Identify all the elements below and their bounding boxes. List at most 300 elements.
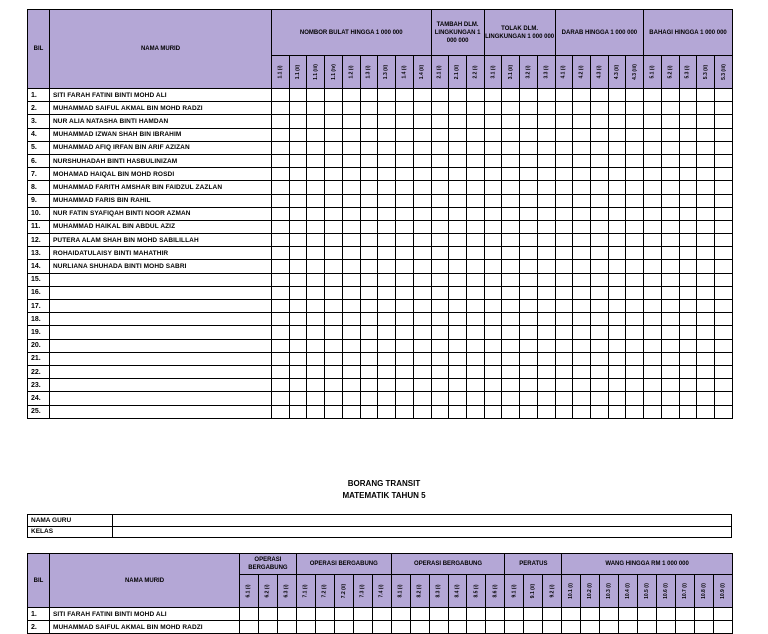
mastery-cell[interactable] <box>573 260 591 273</box>
mastery-cell[interactable] <box>360 154 378 167</box>
mastery-cell[interactable] <box>325 352 343 365</box>
mastery-cell[interactable] <box>396 286 414 299</box>
mastery-cell[interactable] <box>694 621 713 634</box>
mastery-cell[interactable] <box>573 141 591 154</box>
mastery-cell[interactable] <box>307 326 325 339</box>
mastery-cell[interactable] <box>396 194 414 207</box>
mastery-cell[interactable] <box>502 234 520 247</box>
mastery-cell[interactable] <box>431 141 449 154</box>
mastery-cell[interactable] <box>555 194 573 207</box>
mastery-cell[interactable] <box>325 141 343 154</box>
mastery-cell[interactable] <box>272 89 290 102</box>
mastery-cell[interactable] <box>520 379 538 392</box>
mastery-cell[interactable] <box>520 89 538 102</box>
mastery-cell[interactable] <box>715 89 733 102</box>
mastery-cell[interactable] <box>608 141 626 154</box>
mastery-cell[interactable] <box>413 207 431 220</box>
mastery-cell[interactable] <box>697 260 715 273</box>
mastery-cell[interactable] <box>449 300 467 313</box>
mastery-cell[interactable] <box>289 168 307 181</box>
mastery-cell[interactable] <box>520 154 538 167</box>
mastery-cell[interactable] <box>591 102 609 115</box>
mastery-cell[interactable] <box>396 379 414 392</box>
mastery-cell[interactable] <box>537 102 555 115</box>
mastery-cell[interactable] <box>520 260 538 273</box>
mastery-cell[interactable] <box>661 286 679 299</box>
mastery-cell[interactable] <box>342 128 360 141</box>
mastery-cell[interactable] <box>258 608 277 621</box>
student-name[interactable] <box>50 326 272 339</box>
mastery-cell[interactable] <box>342 379 360 392</box>
mastery-cell[interactable] <box>449 339 467 352</box>
mastery-cell[interactable] <box>484 273 502 286</box>
mastery-cell[interactable] <box>608 260 626 273</box>
mastery-cell[interactable] <box>431 154 449 167</box>
mastery-cell[interactable] <box>644 181 662 194</box>
mastery-cell[interactable] <box>431 313 449 326</box>
mastery-cell[interactable] <box>396 365 414 378</box>
mastery-cell[interactable] <box>342 154 360 167</box>
mastery-cell[interactable] <box>484 339 502 352</box>
mastery-cell[interactable] <box>325 234 343 247</box>
mastery-cell[interactable] <box>307 234 325 247</box>
mastery-cell[interactable] <box>591 247 609 260</box>
mastery-cell[interactable] <box>537 115 555 128</box>
mastery-cell[interactable] <box>697 154 715 167</box>
mastery-cell[interactable] <box>591 260 609 273</box>
mastery-cell[interactable] <box>537 326 555 339</box>
mastery-cell[interactable] <box>396 313 414 326</box>
mastery-cell[interactable] <box>378 286 396 299</box>
mastery-cell[interactable] <box>360 220 378 233</box>
mastery-cell[interactable] <box>679 379 697 392</box>
mastery-cell[interactable] <box>325 207 343 220</box>
mastery-cell[interactable] <box>502 168 520 181</box>
mastery-cell[interactable] <box>378 379 396 392</box>
mastery-cell[interactable] <box>325 313 343 326</box>
mastery-cell[interactable] <box>555 365 573 378</box>
mastery-cell[interactable] <box>679 286 697 299</box>
mastery-cell[interactable] <box>449 365 467 378</box>
mastery-cell[interactable] <box>697 365 715 378</box>
mastery-cell[interactable] <box>573 365 591 378</box>
mastery-cell[interactable] <box>396 234 414 247</box>
mastery-cell[interactable] <box>360 273 378 286</box>
mastery-cell[interactable] <box>626 89 644 102</box>
mastery-cell[interactable] <box>679 194 697 207</box>
mastery-cell[interactable] <box>466 168 484 181</box>
mastery-cell[interactable] <box>342 392 360 405</box>
mastery-cell[interactable] <box>661 352 679 365</box>
mastery-cell[interactable] <box>342 352 360 365</box>
mastery-cell[interactable] <box>537 392 555 405</box>
mastery-cell[interactable] <box>289 260 307 273</box>
mastery-cell[interactable] <box>644 392 662 405</box>
mastery-cell[interactable] <box>608 405 626 418</box>
mastery-cell[interactable] <box>413 194 431 207</box>
mastery-cell[interactable] <box>486 608 505 621</box>
mastery-cell[interactable] <box>715 352 733 365</box>
mastery-cell[interactable] <box>608 300 626 313</box>
mastery-cell[interactable] <box>307 102 325 115</box>
mastery-cell[interactable] <box>396 207 414 220</box>
mastery-cell[interactable] <box>679 405 697 418</box>
mastery-cell[interactable] <box>360 181 378 194</box>
mastery-cell[interactable] <box>360 89 378 102</box>
mastery-cell[interactable] <box>466 181 484 194</box>
mastery-cell[interactable] <box>272 392 290 405</box>
mastery-cell[interactable] <box>272 141 290 154</box>
mastery-cell[interactable] <box>360 168 378 181</box>
mastery-cell[interactable] <box>378 392 396 405</box>
mastery-cell[interactable] <box>502 115 520 128</box>
mastery-cell[interactable] <box>272 379 290 392</box>
mastery-cell[interactable] <box>573 234 591 247</box>
mastery-cell[interactable] <box>661 181 679 194</box>
mastery-cell[interactable] <box>555 379 573 392</box>
mastery-cell[interactable] <box>679 168 697 181</box>
mastery-cell[interactable] <box>591 89 609 102</box>
mastery-cell[interactable] <box>502 405 520 418</box>
student-name[interactable]: MOHAMAD HAIQAL BIN MOHD ROSDI <box>50 168 272 181</box>
mastery-cell[interactable] <box>413 234 431 247</box>
mastery-cell[interactable] <box>608 365 626 378</box>
mastery-cell[interactable] <box>360 207 378 220</box>
mastery-cell[interactable] <box>600 621 619 634</box>
mastery-cell[interactable] <box>431 273 449 286</box>
mastery-cell[interactable] <box>555 128 573 141</box>
mastery-cell[interactable] <box>484 352 502 365</box>
mastery-cell[interactable] <box>342 234 360 247</box>
mastery-cell[interactable] <box>608 247 626 260</box>
mastery-cell[interactable] <box>679 392 697 405</box>
mastery-cell[interactable] <box>520 115 538 128</box>
mastery-cell[interactable] <box>520 392 538 405</box>
mastery-cell[interactable] <box>644 207 662 220</box>
mastery-cell[interactable] <box>325 365 343 378</box>
mastery-cell[interactable] <box>644 313 662 326</box>
mastery-cell[interactable] <box>697 286 715 299</box>
mastery-cell[interactable] <box>289 326 307 339</box>
mastery-cell[interactable] <box>591 273 609 286</box>
mastery-cell[interactable] <box>661 220 679 233</box>
mastery-cell[interactable] <box>396 392 414 405</box>
mastery-cell[interactable] <box>484 141 502 154</box>
mastery-cell[interactable] <box>679 339 697 352</box>
mastery-cell[interactable] <box>296 608 315 621</box>
mastery-cell[interactable] <box>449 392 467 405</box>
mastery-cell[interactable] <box>679 207 697 220</box>
mastery-cell[interactable] <box>431 260 449 273</box>
mastery-cell[interactable] <box>484 247 502 260</box>
mastery-cell[interactable] <box>449 168 467 181</box>
mastery-cell[interactable] <box>342 286 360 299</box>
mastery-cell[interactable] <box>378 207 396 220</box>
mastery-cell[interactable] <box>524 608 543 621</box>
mastery-cell[interactable] <box>520 339 538 352</box>
mastery-cell[interactable] <box>537 260 555 273</box>
mastery-cell[interactable] <box>697 181 715 194</box>
mastery-cell[interactable] <box>697 115 715 128</box>
mastery-cell[interactable] <box>410 621 429 634</box>
mastery-cell[interactable] <box>608 273 626 286</box>
mastery-cell[interactable] <box>272 128 290 141</box>
mastery-cell[interactable] <box>307 89 325 102</box>
mastery-cell[interactable] <box>342 181 360 194</box>
mastery-cell[interactable] <box>449 154 467 167</box>
mastery-cell[interactable] <box>484 168 502 181</box>
mastery-cell[interactable] <box>396 128 414 141</box>
mastery-cell[interactable] <box>378 181 396 194</box>
mastery-cell[interactable] <box>661 300 679 313</box>
mastery-cell[interactable] <box>591 207 609 220</box>
mastery-cell[interactable] <box>573 168 591 181</box>
mastery-cell[interactable] <box>325 102 343 115</box>
mastery-cell[interactable] <box>413 273 431 286</box>
mastery-cell[interactable] <box>573 379 591 392</box>
mastery-cell[interactable] <box>484 379 502 392</box>
mastery-cell[interactable] <box>342 300 360 313</box>
mastery-cell[interactable] <box>342 207 360 220</box>
mastery-cell[interactable] <box>644 365 662 378</box>
mastery-cell[interactable] <box>272 260 290 273</box>
mastery-cell[interactable] <box>353 621 372 634</box>
mastery-cell[interactable] <box>378 326 396 339</box>
mastery-cell[interactable] <box>353 608 372 621</box>
mastery-cell[interactable] <box>378 247 396 260</box>
mastery-cell[interactable] <box>591 379 609 392</box>
mastery-cell[interactable] <box>661 207 679 220</box>
mastery-cell[interactable] <box>502 207 520 220</box>
mastery-cell[interactable] <box>591 128 609 141</box>
mastery-cell[interactable] <box>413 181 431 194</box>
mastery-cell[interactable] <box>360 128 378 141</box>
mastery-cell[interactable] <box>413 128 431 141</box>
student-name[interactable]: MUHAMMAD IZWAN SHAH BIN IBRAHIM <box>50 128 272 141</box>
mastery-cell[interactable] <box>626 115 644 128</box>
mastery-cell[interactable] <box>537 339 555 352</box>
mastery-cell[interactable] <box>360 286 378 299</box>
mastery-cell[interactable] <box>555 168 573 181</box>
mastery-cell[interactable] <box>449 286 467 299</box>
mastery-cell[interactable] <box>431 102 449 115</box>
mastery-cell[interactable] <box>272 207 290 220</box>
mastery-cell[interactable] <box>325 273 343 286</box>
mastery-cell[interactable] <box>715 300 733 313</box>
mastery-cell[interactable] <box>413 115 431 128</box>
mastery-cell[interactable] <box>272 115 290 128</box>
mastery-cell[interactable] <box>573 392 591 405</box>
mastery-cell[interactable] <box>537 154 555 167</box>
mastery-cell[interactable] <box>591 286 609 299</box>
mastery-cell[interactable] <box>626 207 644 220</box>
mastery-cell[interactable] <box>449 313 467 326</box>
mastery-cell[interactable] <box>307 194 325 207</box>
mastery-cell[interactable] <box>325 339 343 352</box>
mastery-cell[interactable] <box>307 154 325 167</box>
mastery-cell[interactable] <box>307 379 325 392</box>
mastery-cell[interactable] <box>608 352 626 365</box>
mastery-cell[interactable] <box>591 405 609 418</box>
mastery-cell[interactable] <box>360 352 378 365</box>
mastery-cell[interactable] <box>537 365 555 378</box>
mastery-cell[interactable] <box>342 141 360 154</box>
mastery-cell[interactable] <box>626 234 644 247</box>
mastery-cell[interactable] <box>289 273 307 286</box>
mastery-cell[interactable] <box>697 300 715 313</box>
mastery-cell[interactable] <box>619 621 638 634</box>
mastery-cell[interactable] <box>467 621 486 634</box>
mastery-cell[interactable] <box>573 220 591 233</box>
mastery-cell[interactable] <box>396 300 414 313</box>
mastery-cell[interactable] <box>679 128 697 141</box>
mastery-cell[interactable] <box>360 300 378 313</box>
mastery-cell[interactable] <box>715 181 733 194</box>
mastery-cell[interactable] <box>697 168 715 181</box>
mastery-cell[interactable] <box>537 352 555 365</box>
mastery-cell[interactable] <box>466 128 484 141</box>
mastery-cell[interactable] <box>644 128 662 141</box>
mastery-cell[interactable] <box>449 379 467 392</box>
mastery-cell[interactable] <box>608 168 626 181</box>
mastery-cell[interactable] <box>657 621 676 634</box>
mastery-cell[interactable] <box>396 247 414 260</box>
mastery-cell[interactable] <box>715 102 733 115</box>
mastery-cell[interactable] <box>413 247 431 260</box>
mastery-cell[interactable] <box>715 128 733 141</box>
mastery-cell[interactable] <box>591 365 609 378</box>
mastery-cell[interactable] <box>378 102 396 115</box>
mastery-cell[interactable] <box>272 194 290 207</box>
mastery-cell[interactable] <box>378 168 396 181</box>
mastery-cell[interactable] <box>272 181 290 194</box>
mastery-cell[interactable] <box>325 247 343 260</box>
mastery-cell[interactable] <box>307 286 325 299</box>
mastery-cell[interactable] <box>289 352 307 365</box>
mastery-cell[interactable] <box>466 89 484 102</box>
mastery-cell[interactable] <box>277 608 296 621</box>
mastery-cell[interactable] <box>431 379 449 392</box>
mastery-cell[interactable] <box>484 234 502 247</box>
mastery-cell[interactable] <box>555 181 573 194</box>
mastery-cell[interactable] <box>431 168 449 181</box>
mastery-cell[interactable] <box>360 260 378 273</box>
mastery-cell[interactable] <box>484 392 502 405</box>
mastery-cell[interactable] <box>396 181 414 194</box>
mastery-cell[interactable] <box>307 260 325 273</box>
mastery-cell[interactable] <box>431 405 449 418</box>
mastery-cell[interactable] <box>466 326 484 339</box>
mastery-cell[interactable] <box>573 128 591 141</box>
mastery-cell[interactable] <box>679 313 697 326</box>
mastery-cell[interactable] <box>537 168 555 181</box>
mastery-cell[interactable] <box>486 621 505 634</box>
mastery-cell[interactable] <box>360 313 378 326</box>
mastery-cell[interactable] <box>466 207 484 220</box>
mastery-cell[interactable] <box>608 379 626 392</box>
mastery-cell[interactable] <box>360 339 378 352</box>
mastery-cell[interactable] <box>378 260 396 273</box>
mastery-cell[interactable] <box>661 168 679 181</box>
mastery-cell[interactable] <box>360 102 378 115</box>
student-name[interactable]: NUR ALIA NATASHA BINTI HAMDAN <box>50 115 272 128</box>
mastery-cell[interactable] <box>334 608 353 621</box>
mastery-cell[interactable] <box>342 247 360 260</box>
mastery-cell[interactable] <box>608 234 626 247</box>
mastery-cell[interactable] <box>715 141 733 154</box>
mastery-cell[interactable] <box>715 392 733 405</box>
mastery-cell[interactable] <box>413 379 431 392</box>
mastery-cell[interactable] <box>573 352 591 365</box>
mastery-cell[interactable] <box>520 352 538 365</box>
mastery-cell[interactable] <box>697 220 715 233</box>
mastery-cell[interactable] <box>360 405 378 418</box>
mastery-cell[interactable] <box>307 313 325 326</box>
mastery-cell[interactable] <box>697 379 715 392</box>
mastery-cell[interactable] <box>591 181 609 194</box>
mastery-cell[interactable] <box>697 339 715 352</box>
mastery-cell[interactable] <box>502 128 520 141</box>
mastery-cell[interactable] <box>325 128 343 141</box>
mastery-cell[interactable] <box>679 326 697 339</box>
mastery-cell[interactable] <box>591 115 609 128</box>
mastery-cell[interactable] <box>431 115 449 128</box>
mastery-cell[interactable] <box>715 194 733 207</box>
mastery-cell[interactable] <box>697 352 715 365</box>
mastery-cell[interactable] <box>520 313 538 326</box>
mastery-cell[interactable] <box>449 102 467 115</box>
mastery-cell[interactable] <box>272 168 290 181</box>
mastery-cell[interactable] <box>413 326 431 339</box>
mastery-cell[interactable] <box>626 300 644 313</box>
mastery-cell[interactable] <box>502 273 520 286</box>
mastery-cell[interactable] <box>466 154 484 167</box>
mastery-cell[interactable] <box>325 379 343 392</box>
mastery-cell[interactable] <box>573 154 591 167</box>
mastery-cell[interactable] <box>555 300 573 313</box>
mastery-cell[interactable] <box>573 300 591 313</box>
mastery-cell[interactable] <box>679 260 697 273</box>
mastery-cell[interactable] <box>608 181 626 194</box>
student-name[interactable]: NURLIANA SHUHADA BINTI MOHD SABRI <box>50 260 272 273</box>
mastery-cell[interactable] <box>289 300 307 313</box>
mastery-cell[interactable] <box>484 207 502 220</box>
mastery-cell[interactable] <box>591 339 609 352</box>
student-name[interactable]: MUHAMMAD SAIFUL AKMAL BIN MOHD RADZI <box>50 102 272 115</box>
mastery-cell[interactable] <box>555 352 573 365</box>
mastery-cell[interactable] <box>378 89 396 102</box>
mastery-cell[interactable] <box>644 300 662 313</box>
mastery-cell[interactable] <box>502 154 520 167</box>
mastery-cell[interactable] <box>342 102 360 115</box>
mastery-cell[interactable] <box>581 608 600 621</box>
mastery-cell[interactable] <box>391 608 410 621</box>
mastery-cell[interactable] <box>502 247 520 260</box>
mastery-cell[interactable] <box>679 234 697 247</box>
mastery-cell[interactable] <box>644 115 662 128</box>
mastery-cell[interactable] <box>661 405 679 418</box>
mastery-cell[interactable] <box>431 234 449 247</box>
mastery-cell[interactable] <box>661 339 679 352</box>
mastery-cell[interactable] <box>396 220 414 233</box>
mastery-cell[interactable] <box>591 313 609 326</box>
mastery-cell[interactable] <box>413 154 431 167</box>
mastery-cell[interactable] <box>502 89 520 102</box>
mastery-cell[interactable] <box>626 181 644 194</box>
mastery-cell[interactable] <box>679 247 697 260</box>
mastery-cell[interactable] <box>608 286 626 299</box>
mastery-cell[interactable] <box>715 168 733 181</box>
